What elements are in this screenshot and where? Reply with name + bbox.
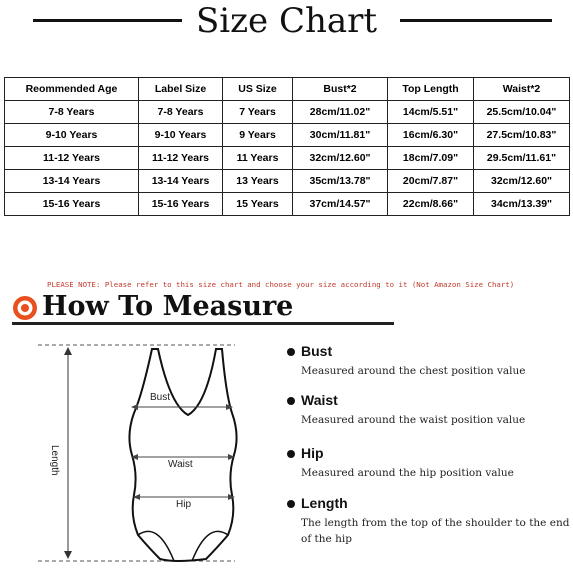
size-table — [4, 77, 570, 216]
table-cell: 22cm/8.66" — [388, 193, 474, 216]
measure-label: Hip — [301, 445, 324, 461]
measure-label: Bust — [301, 343, 333, 359]
table-cell: 14cm/5.51" — [388, 101, 474, 124]
size-note: PLEASE NOTE: Please refer to this size chart and choose your size according to it (Not Amazon Size Chart) — [47, 280, 515, 289]
table-cell: 32cm/12.60" — [474, 170, 570, 193]
table-cell: 20cm/7.87" — [388, 170, 474, 193]
table-cell: 25.5cm/10.04" — [474, 101, 570, 124]
swimsuit-outline-icon — [30, 335, 280, 570]
table-row — [5, 170, 570, 193]
table-row — [5, 124, 570, 147]
table-cell: 11-12 Years — [5, 147, 139, 170]
col-header: Reommended Age — [5, 78, 139, 101]
table-cell: 18cm/7.09" — [388, 147, 474, 170]
table-cell: 15-16 Years — [139, 193, 223, 216]
bullet-icon — [287, 397, 295, 405]
table-cell: 7-8 Years — [5, 101, 139, 124]
table-cell: 29.5cm/11.61" — [474, 147, 570, 170]
diagram-label-hip: Hip — [176, 499, 192, 510]
table-row — [5, 147, 570, 170]
bullet-icon — [287, 348, 295, 356]
bullet-icon — [287, 450, 295, 458]
table-cell: 11 Years — [223, 147, 293, 170]
heading-rule — [12, 322, 394, 325]
measure-label: Waist — [301, 392, 338, 408]
table-cell: 16cm/6.30" — [388, 124, 474, 147]
table-cell: 7-8 Years — [139, 101, 223, 124]
table-cell: 15 Years — [223, 193, 293, 216]
measure-desc: Measured around the chest position value — [301, 365, 526, 377]
table-cell: 35cm/13.78" — [293, 170, 388, 193]
table-cell: 13-14 Years — [5, 170, 139, 193]
table-cell: 13-14 Years — [139, 170, 223, 193]
table-cell: 9 Years — [223, 124, 293, 147]
orange-ring-icon — [12, 295, 38, 321]
diagram-label-length: Length — [49, 445, 60, 476]
table-cell: 9-10 Years — [5, 124, 139, 147]
col-header: US Size — [223, 78, 293, 101]
measure-desc: The length from the top of the shoulder to the end of the hip — [301, 517, 570, 545]
bullet-icon — [287, 500, 295, 508]
col-header: Label Size — [139, 78, 223, 101]
table-row — [5, 101, 570, 124]
swimsuit-diagram — [30, 335, 280, 570]
table-cell: 11-12 Years — [139, 147, 223, 170]
table-cell: 27.5cm/10.83" — [474, 124, 570, 147]
table-cell: 13 Years — [223, 170, 293, 193]
how-to-measure-title: How To Measure — [42, 291, 294, 322]
diagram-label-bust: Bust — [150, 392, 171, 403]
col-header: Waist*2 — [474, 78, 570, 101]
table-cell: 9-10 Years — [139, 124, 223, 147]
measure-desc: Measured around the hip position value — [301, 467, 514, 479]
table-cell: 28cm/11.02" — [293, 101, 388, 124]
diagram-label-waist: Waist — [168, 459, 193, 470]
measure-desc: Measured around the waist position value — [301, 414, 526, 426]
table-header-row — [5, 78, 570, 101]
table-cell: 7 Years — [223, 101, 293, 124]
table-cell: 30cm/11.81" — [293, 124, 388, 147]
table-cell: 37cm/14.57" — [293, 193, 388, 216]
table-cell: 32cm/12.60" — [293, 147, 388, 170]
table-row — [5, 193, 570, 216]
measure-label: Length — [301, 495, 348, 511]
table-cell: 15-16 Years — [5, 193, 139, 216]
col-header: Bust*2 — [293, 78, 388, 101]
table-cell: 34cm/13.39" — [474, 193, 570, 216]
page-title: Size Chart — [195, 1, 378, 41]
col-header: Top Length — [388, 78, 474, 101]
